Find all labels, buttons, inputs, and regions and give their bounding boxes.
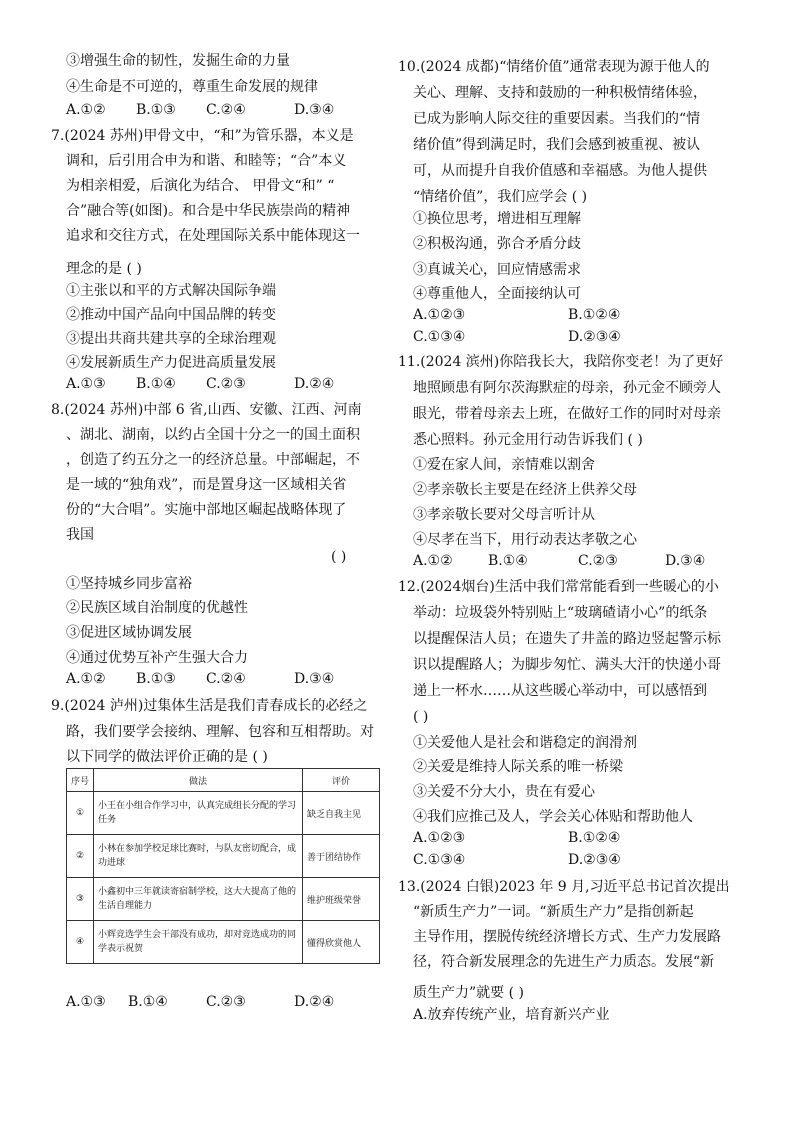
q8-stem-line: 我国 — [66, 527, 94, 543]
q11-stem-line: 悉心照料。孙元金用行动告诉我们 ( ) — [413, 432, 643, 448]
q7-item-4: ④发展新质生产力促进高质量发展 — [66, 355, 276, 371]
q12-item-2: ②关爱是维持人际关系的唯一桥梁 — [413, 759, 623, 775]
q10-item-1: ①换位思考，增进相互理解 — [413, 211, 581, 227]
q8-item-4: ④通过优势互补产生强大合力 — [66, 650, 248, 666]
q7-stem-line: 为相亲相爱，后演化为结合、 甲骨文“和” “ — [66, 178, 335, 194]
q11-item-2: ②孝亲敬长主要是在经济上供养父母 — [413, 482, 637, 498]
table-row — [67, 921, 380, 964]
q7-option-b[interactable]: B.①④ — [136, 376, 176, 392]
q9-evaluation-table — [66, 768, 380, 964]
q7-options — [66, 375, 334, 393]
q11-option-a[interactable]: A.①② — [413, 553, 453, 569]
q12-item-4: ④我们应推己及人，学会关心体贴和帮助他人 — [413, 809, 693, 825]
q8-option-b[interactable]: B.①③ — [136, 671, 176, 687]
q13-stem-line: 质生产力”就要 ( ) — [413, 985, 524, 1001]
q12-stem-line: 举动：垃圾袋外特别贴上“玻璃碴请小心”的纸条 — [413, 605, 708, 621]
q12-option-b[interactable]: B.①②④ — [568, 830, 621, 846]
table-row — [67, 878, 380, 921]
q6-options — [66, 101, 334, 119]
q7-stem-line: 理念的是 ( ) — [66, 261, 142, 277]
q7-stem-line: 追求和交往方式，在处理国际关系中能体现这一 — [66, 228, 360, 244]
q8-stem-line: ，创造了约五分之一的经济总量。中部崛起，不 — [66, 452, 360, 468]
q11-item-3: ③孝亲敬长要对父母言听计从 — [413, 507, 595, 523]
q12-item-1: ①关爱他人是社会和谐稳定的润滑剂 — [413, 735, 637, 751]
q11-option-b[interactable]: B.①④ — [488, 553, 528, 569]
q12-option-d[interactable]: D.②③④ — [568, 852, 621, 868]
q13-stem-line: 13.(2024 白银)2023 年 9 月,习近平总书记首次提出 — [398, 879, 730, 895]
q12-stem-line: 以提醒保洁人员；在遗失了井盖的路边竖起警示标 — [413, 631, 721, 647]
q13-stem-line: 主导作用，摆脱传统经济增长方式、生产力发展路 — [413, 929, 721, 945]
q10-item-2: ②积极沟通，弥合矛盾分歧 — [413, 236, 581, 252]
q11-option-d[interactable]: D.③④ — [665, 553, 706, 569]
q10-option-c[interactable]: C.①③④ — [413, 329, 466, 345]
q9-option-d[interactable]: D.②④ — [294, 994, 335, 1010]
q10-item-4: ④尊重他人，全面接纳认可 — [413, 286, 581, 302]
q11-option-c[interactable]: C.②③ — [578, 553, 618, 569]
q10-option-b[interactable]: B.①②④ — [568, 307, 621, 323]
q12-answer-bracket: ( ) — [413, 709, 429, 725]
row-number: ③ — [67, 878, 94, 921]
q7-option-d[interactable]: D.②④ — [294, 376, 335, 392]
q6-option-b[interactable]: B.①③ — [136, 102, 176, 118]
q9-option-b[interactable]: B.①④ — [128, 994, 168, 1010]
q11-item-1: ①爱在家人间，亲情难以割舍 — [413, 457, 595, 473]
q8-option-d[interactable]: D.③④ — [294, 671, 335, 687]
q12-option-a[interactable]: A.①②③ — [413, 830, 466, 846]
q11-item-4: ④尽孝在当下，用行动表达孝敬之心 — [413, 532, 637, 548]
q6-item-3: ③增强生命的韧性，发掘生命的力量 — [66, 53, 290, 69]
table-row — [67, 792, 380, 835]
q7-stem-line: 合”融合等(如图)。和合是中华民族崇尚的精神 — [66, 203, 351, 219]
table-header-row — [67, 769, 380, 792]
q13-stem-line: 径，符合新发展理念的先进生产力质态。发展“新 — [413, 954, 715, 970]
q9-stem-line: 路，我们要学会接纳、理解、包容和互相帮助。对 — [66, 724, 374, 740]
q6-option-a[interactable]: A.①② — [66, 102, 106, 118]
q9-option-c[interactable]: C.②③ — [206, 994, 246, 1010]
q10-option-d[interactable]: D.②③④ — [568, 329, 621, 345]
row-evaluation: 善于团结协作 — [303, 835, 380, 878]
q11-stem-line: 眼光，带着母亲去上班，在做好工作的同时对母亲 — [413, 406, 721, 422]
row-number: ② — [67, 835, 94, 878]
q12-stem-line: 识以提醒路人；为脚步匆忙、满头大汗的快递小哥 — [413, 657, 721, 673]
q8-item-3: ③促进区域协调发展 — [66, 625, 192, 641]
q7-stem-line: 调和，后引用合申为和谐、和睦等；“合”本义 — [66, 153, 347, 169]
row-evaluation: 缺乏自我主见 — [303, 792, 380, 835]
q10-stem-line: “情绪价值”，我们应学会 ( ) — [413, 189, 588, 205]
q8-item-1: ①坚持城乡同步富裕 — [66, 576, 192, 592]
q8-option-c[interactable]: C.②④ — [206, 671, 246, 687]
column-header-evaluation: 评价 — [303, 769, 380, 792]
q10-stem-line: 可，从而提升自我价值感和幸福感。为他人提供 — [413, 163, 707, 179]
q8-answer-bracket: ( ) — [331, 549, 347, 565]
q8-option-a[interactable]: A.①② — [66, 671, 106, 687]
q10-option-a[interactable]: A.①②③ — [413, 307, 466, 323]
table-row — [67, 835, 380, 878]
row-practice: 小王在小组合作学习中，认真完成组长分配的学习任务 — [94, 792, 303, 835]
q6-option-c[interactable]: C.②④ — [206, 102, 246, 118]
q7-stem-line: 7.(2024 苏州)甲骨文中，“和”为管乐器，本义是 — [51, 128, 354, 144]
q10-stem-line: 已成为影响人际交往的重要因素。当我们的“情 — [413, 111, 701, 127]
q10-stem-line: 10.(2024 成都)“情绪价值”通常表现为源于他人的 — [398, 59, 710, 75]
q13-option-a[interactable]: A.放弃传统产业，培育新兴产业 — [413, 1007, 610, 1023]
row-number: ④ — [67, 921, 94, 964]
row-practice: 小辉竞选学生会干部没有成功，却对竞选成功的同学表示祝贺 — [94, 921, 303, 964]
row-practice: 小鑫初中三年就读寄宿制学校，这大大提高了他的生活自理能力 — [94, 878, 303, 921]
q7-option-c[interactable]: C.②③ — [206, 376, 246, 392]
q8-options — [66, 670, 334, 688]
q12-stem-line: 递上一杯水……从这些暖心举动中，可以感悟到 — [413, 683, 707, 699]
q8-stem-line: 、湖北、湖南，以约占全国十分之一的国土面积 — [66, 427, 360, 443]
q12-option-c[interactable]: C.①③④ — [413, 852, 466, 868]
column-header-practice: 做法 — [94, 769, 303, 792]
q8-stem-line: 份的“大合唱”。实施中部地区崛起战略体现了 — [66, 502, 347, 518]
q7-item-2: ②推动中国产品向中国品牌的转变 — [66, 307, 276, 323]
q8-stem-line: 8.(2024 苏州)中部 6 省,山西、安徽、江西、河南 — [51, 402, 362, 418]
q8-stem-line: 是一域的“独角戏”，而是置身这一区域相关省 — [66, 477, 347, 493]
q10-stem-line: 绪价值”得到满足时，我们会感到被重视、被认 — [413, 137, 701, 153]
column-header-number: 序号 — [67, 769, 94, 792]
q9-stem-line: 9.(2024 泸州)过集体生活是我们青春成长的必经之 — [51, 698, 368, 714]
row-evaluation: 懂得欣赏他人 — [303, 921, 380, 964]
q10-stem-line: 关心、理解、支持和鼓励的一种积极情绪体验， — [413, 85, 707, 101]
q7-item-1: ①主张以和平的方式解决国际争端 — [66, 283, 276, 299]
q7-item-3: ③提出共商共建共享的全球治理观 — [66, 331, 276, 347]
q11-options — [413, 552, 705, 570]
q10-item-3: ③真诚关心，回应情感需求 — [413, 262, 581, 278]
q13-stem-line: “新质生产力”一词。“新质生产力”是指创新起 — [413, 904, 694, 920]
row-number: ① — [67, 792, 94, 835]
q11-stem-line: 地照顾患有阿尔茨海默症的母亲，孙元金不顾旁人 — [413, 380, 721, 396]
q8-item-2: ②民族区域自治制度的优越性 — [66, 600, 248, 616]
row-practice: 小林在参加学校足球比赛时，与队友密切配合，成功进球 — [94, 835, 303, 878]
q6-option-d[interactable]: D.③④ — [294, 102, 335, 118]
q6-item-4: ④生命是不可逆的，尊重生命发展的规律 — [66, 79, 318, 95]
q9-options — [66, 993, 334, 1011]
q12-stem-line: 12.(2024烟台)生活中我们常常能看到一些暖心的小 — [398, 579, 719, 595]
q11-stem-line: 11.(2024 滨州)你陪我长大，我陪你变老！为了更好 — [398, 354, 724, 370]
row-evaluation: 维护班级荣誉 — [303, 878, 380, 921]
q12-item-3: ③关爱不分大小，贵在有爱心 — [413, 784, 595, 800]
q7-option-a[interactable]: A.①③ — [66, 376, 106, 392]
q9-option-a[interactable]: A.①③ — [66, 994, 106, 1010]
q9-stem-line: 以下同学的做法评价正确的是 ( ) — [66, 749, 268, 765]
